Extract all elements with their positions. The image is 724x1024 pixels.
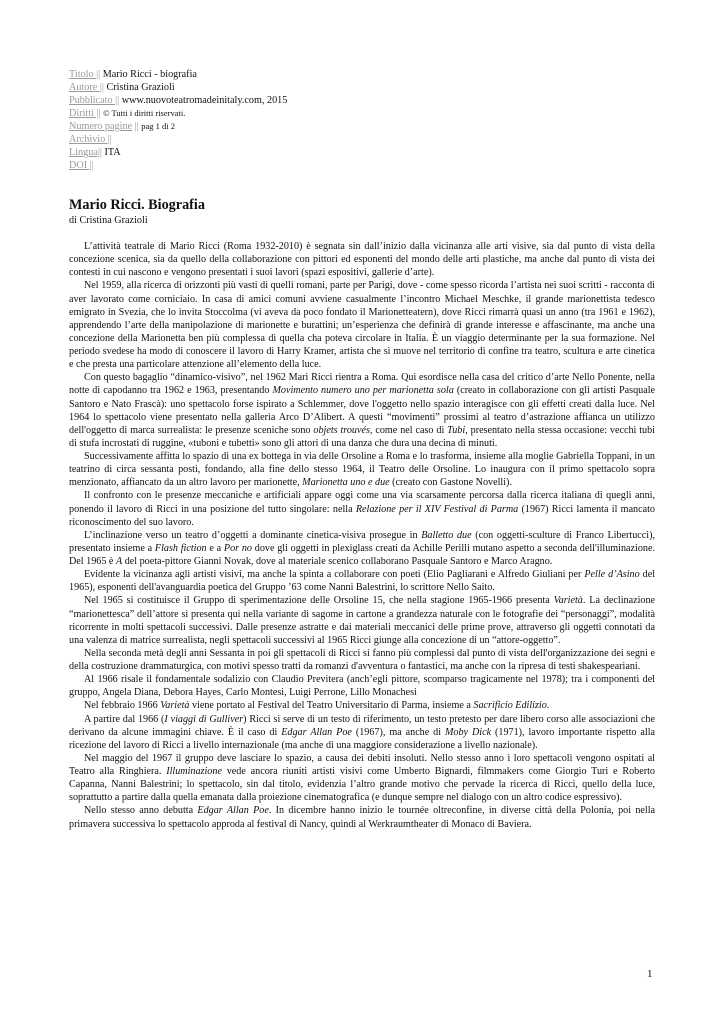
work-title: Movimento numero uno per marionetta sola — [272, 385, 454, 397]
paragraph-text: Evidente la vicinanza agli artisti visivi, ma anche la spinta a collaborare con poeti (Elio Pagliarani e Alfredo Giuliani per — [84, 569, 585, 581]
paragraph-text: (1967) Ricci lamenta il mancato riconoscimento del suo lavoro. — [69, 503, 655, 528]
work-title: Pelle d’Asino — [584, 569, 640, 581]
meta-rights-row — [69, 107, 287, 120]
work-title: Varietà — [553, 595, 583, 607]
body-paragraph — [69, 673, 655, 699]
page-number: 1 — [647, 968, 653, 980]
body-paragraph — [69, 752, 655, 805]
paragraph-text: Nel maggio del 1967 il gruppo deve lasciare lo spazio, a causa dei debiti insoluti. Nello stesso anno i loro spettacoli vengono ospitati al Teatro alla Ringhiera. — [69, 752, 655, 777]
paragraph-text: del poeta-pittore Gianni Novak, dove al materiale scenico collaborano Pasquale Santoro e Marco Aragno. — [122, 556, 553, 567]
work-title: Edgar Allan Poe — [197, 805, 269, 817]
paragraph-text: Nella seconda metà degli anni Sessanta in poi gli spettacoli di Ricci si fanno più complessi dal punto di vista dell'organizzazione dei segni e della costruzione drammaturgica, con motivi spesso tratti da romanzi d'avventura o fantastici, ma anche con la ripresa di testi shakespeariani. — [69, 647, 655, 672]
paragraph-text: Con questo bagaglio “dinamico-visivo”, nel 1962 Mari Ricci rientra a Roma. Qui esordisce nella casa del critico d’arte Nello Ponente, nella notte di capodanno tra 1962 e 1963, presentando — [69, 372, 655, 397]
paragraph-text: dove gli oggetti in plexiglass creati da Achille Perilli mutano aspetto a seconda dell'illuminazione. Del 1965 è — [69, 542, 656, 567]
work-title: Moby Dick — [444, 726, 492, 738]
paragraph-text: Nel 1965 si costituisce il Gruppo di sperimentazione delle Orsoline 15, che nella stagione 1965-1966 presenta — [84, 595, 554, 607]
work-title: Edgar Allan Poe — [281, 726, 352, 738]
work-title: A — [115, 556, 123, 567]
article-byline: di Cristina Grazioli — [69, 215, 148, 226]
meta-rights-link[interactable]: Diritti || — [69, 108, 101, 120]
work-title: Relazione per il XIV Festival di Parma — [355, 503, 519, 515]
paragraph-text: Nel 1959, alla ricerca di orizzonti più vasti di quelli romani, parte per Parigi, dove - come spesso ricorda l’artista nei suoi scritti - racconta di aver lavorato come corniciaio. In casa di amici comuni avviene casualmente l’incontro Michael Meschke, il grande marionettista tedesco emigrato in Svezia, che lo invita Stoccolma (vi aveva da poco fondato il Marionetteatern), dove Ricci rimarrà quasi un anno (tra 1961 e 1962), apprendendo l’arte della manipolazione di marionette e burattini; un’esperienza che definirà di grande interesse e affascinante, ma anche una concezione della Marionetta ben più complessa di quella cha poteva circolare in Italia. È un viaggio determinante per la sua formazione. Nel periodo svedese ha modo di conoscere il lavoro di Harry Kramer, artista che si muove nel territorio di confine tra teatro, scultura e arte cinetica e che presta una particolare attenzione all’elemento della luce. — [69, 280, 655, 371]
meta-language-link[interactable]: Lingua|| — [69, 147, 102, 159]
paragraph-text: Nello stesso anno debutta — [84, 805, 198, 817]
paragraph-text: . In dicembre hanno inizio le tournée oltreconfine, in diverse città della Polonia, poi nella primavera successiva lo spettacolo approda al festival di Nancy, quindi al Werkraumtheater di Monaco di Baviera. — [69, 805, 656, 830]
meta-pages-value: pag 1 di 2 — [141, 121, 176, 132]
meta-published-link[interactable]: Pubblicato || — [69, 95, 120, 107]
paragraph-text: L’attività teatrale di Mario Ricci (Roma 1932-2010) è segnata sin dall’inizio dalla vicinanza alle arti visive, sia dal punto di vista della concezione scenica, sia da quello della collaborazione con pittori ed esponenti del mondo delle arti plastiche, ma anche dal punto di vista dei contesti in cui nascono e vengono presentati i suoi lavori (spazi espositivi, gallerie d’arte). — [69, 241, 655, 279]
work-title: Varietà — [160, 700, 190, 712]
body-paragraph — [69, 713, 655, 752]
body-paragraph — [69, 568, 655, 594]
body-paragraph — [69, 489, 655, 528]
paragraph-text: L’inclinazione verso un teatro d’oggetti a dominante cinetica-visiva prosegue in — [84, 529, 422, 541]
meta-archive-link[interactable]: Archivio || — [69, 134, 112, 146]
meta-title-value: Mario Ricci - biografia — [102, 69, 197, 80]
paragraph-text: e a — [206, 542, 224, 554]
work-title: Tubi — [447, 424, 466, 436]
paragraph-text: vede ancora riuniti artisti visivi come Umberto Bignardi, filmmakers come Giorgio Turi e Roberto Capanna, Nanni Balestrini; lo spettacolo, sin dal titolo, evidenzia l’altro grande motivo che pervade la ricerca di Ricci, quello della luce, soprattutto a partire dalla quella emanata dalla proiezione cinematografica (e dunque sempre nel dialogo con un altro codice espressivo). — [69, 766, 655, 804]
work-title: Illuminazione — [166, 766, 222, 777]
paragraph-text: , presentato nella stessa occasione: vecchi tubi di stufa incrostati di ruggine, «tuboni e tubetti» sono gli attori di una danza che dura una decina di minuti. — [69, 424, 655, 449]
paragraph-text: Al 1966 risale il fondamentale sodalizio con Claudio Previtera (anch’egli pittore, scomparso tragicamente nel 1978); tra i componenti del gruppo, Angela Diana, Debora Hayes, Carlo Montesi, Luigi Perrone, Lillo Monachesi — [69, 674, 655, 699]
meta-published-value: www.nuovoteatromadeinitaly.com, 2015 — [121, 95, 288, 107]
meta-rights-value: © Tutti i diritti riservati. — [103, 108, 186, 119]
body-paragraph — [69, 450, 655, 489]
paragraph-text: viene portato al Festival del Teatro Universitario di Parma, insieme a — [189, 700, 474, 712]
meta-published-row — [69, 94, 287, 107]
paragraph-text: . La declinazione “marionettesca” dell’attore si presenta qui nella variante di sagome in cartone a grandezza naturale con le fotografie dei “personaggi”, modalità ricorrente in molti spettacoli successivi. Dalle presenze astratte e dai materiali meccanici delle prime prove, attraverso gli oggetti connotati da una valenza di matrice surrealista, negli spettacoli successivi al 1965 Ricci giunge alla concezione di un “attore-oggetto”. — [69, 595, 656, 646]
paragraph-text: (1967), ma anche di — [351, 726, 445, 738]
paragraph-text: ) Ricci si serve di un testo di riferimento, un testo pretesto per dare libero corso alle associazioni che derivano da alcune immagini chiave. È il caso di — [69, 713, 655, 738]
meta-pages-row — [69, 120, 287, 133]
work-title: Por no — [223, 542, 252, 554]
work-title: Marionetta uno e due — [302, 477, 390, 489]
meta-language-row — [69, 146, 287, 159]
body-paragraph — [69, 529, 655, 568]
paragraph-text: Nel febbraio 1966 — [84, 700, 161, 712]
paragraph-text: Successivamente affitta lo spazio di una ex bottega in via delle Orsoline a Roma e lo trasforma, insieme alla moglie Gabriella Toppani, in un teatrino di circa sessanta posti, fondando, alla fine dello stesso 1964, il Teatro delle Orsoline. Lo inaugura con il primo spettacolo sopra menzionato, affiancato da un altro lavoro per marionette, — [69, 451, 655, 489]
body-paragraph — [69, 699, 655, 712]
meta-archive-row — [69, 133, 287, 146]
meta-language-value: ITA — [104, 147, 121, 159]
paragraph-text: (1971), lavoro importante rispetto alla ricezione del lavoro di Ricci a livello internazionale (ma anche di una maggiore considerazione a livello nazionale). — [69, 726, 655, 751]
body-paragraph — [69, 371, 655, 450]
meta-author-row — [69, 81, 287, 94]
paragraph-text: (creato con Gastone Novelli). — [389, 477, 512, 489]
paragraph-text: , come nel caso di — [369, 424, 448, 436]
work-title: Balletto due — [421, 529, 472, 541]
paragraph-text: del 1965), esponenti dell'avanguardia poetica del Gruppo ’63 come Nanni Balestrini, lo scrittore Nello Saito. — [69, 569, 656, 594]
meta-author-value: Cristina Grazioli — [106, 82, 175, 94]
meta-author-link[interactable]: Autore || — [69, 82, 104, 94]
article-title: Mario Ricci. Biografia — [69, 197, 205, 213]
work-title: Flash fiction — [154, 542, 207, 554]
paragraph-text: Il confronto con le presenze meccaniche e artificiali appare oggi come una via scarsamente percorsa dalla ricerca italiana di quegli anni, ponendo il lavoro di Ricci in una posizione del tutto singolare: nella — [69, 490, 655, 515]
meta-doi-row — [69, 159, 287, 172]
body-paragraph — [69, 594, 655, 647]
body-paragraph — [69, 279, 655, 371]
work-title: Sacrificio Edilizio — [473, 700, 547, 712]
meta-doi-link[interactable]: DOI || — [69, 160, 94, 172]
paragraph-text: (con oggetti-sculture di Franco Libertucci), presentato insieme a — [69, 529, 655, 554]
meta-pages-link[interactable]: Numero pagine — [69, 121, 133, 133]
metadata-block — [69, 68, 287, 172]
body-paragraph — [69, 240, 655, 279]
body-paragraph — [69, 647, 655, 673]
meta-title-link[interactable]: Titolo || — [69, 69, 101, 80]
article-body — [69, 240, 655, 831]
paragraph-text: (creato in collaborazione con gli artisti Pasquale Santoro e Nato Frascà): uno spettacolo forse ispirato a Schlemmer, dove l'oggetto nello spazio interagisce con gli effetti creati dalla luce. Nel 1964 lo spettacolo viene presentato nella galleria Arco D’Alibert. A questi “movimenti” prossimi al teatro d’astrazione affianca un utilizzo dell'oggetto di marca surrealista: le presenze sceniche sono — [69, 385, 656, 436]
work-title: objets trouvés — [313, 424, 370, 436]
meta-pages-separator: || — [134, 121, 139, 133]
work-title: I viaggi di Gulliver — [164, 713, 244, 725]
paragraph-text: A partire dal 1966 ( — [84, 713, 165, 725]
paragraph-text: . — [546, 700, 550, 712]
meta-title-row — [69, 68, 287, 81]
body-paragraph — [69, 804, 655, 830]
